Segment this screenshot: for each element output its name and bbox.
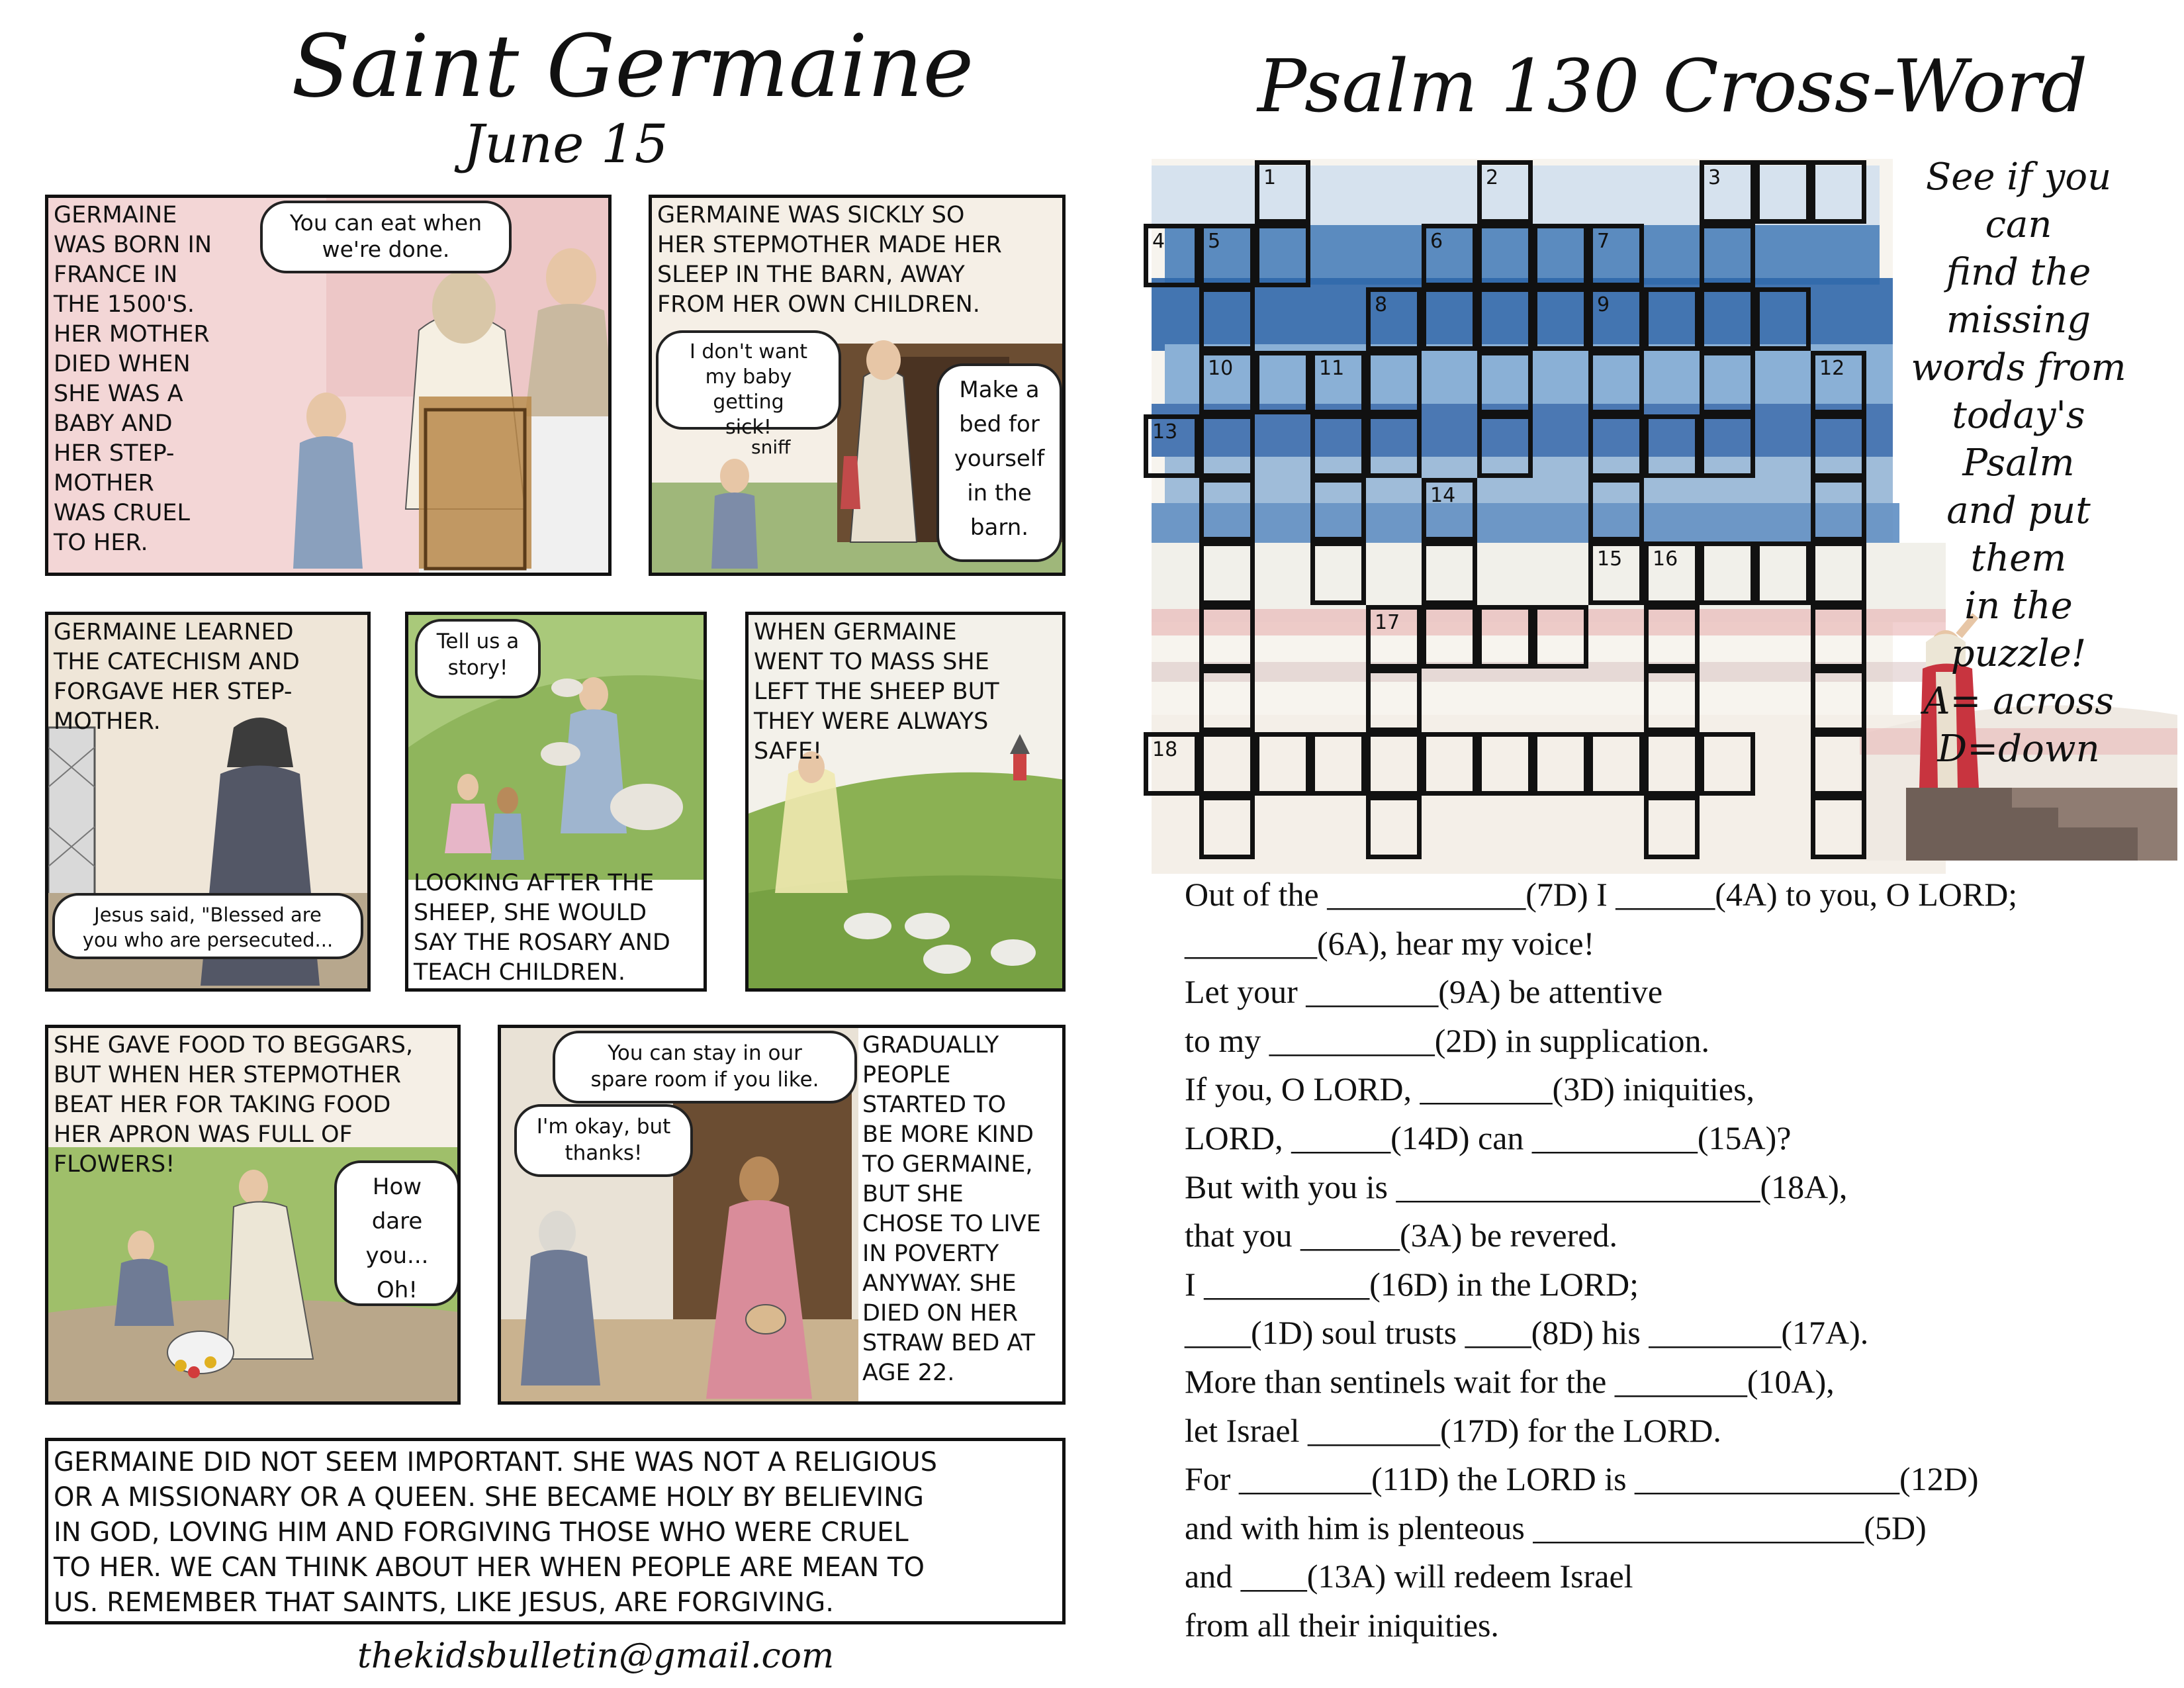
- panel-1-caption: GERMAINE WAS BORN IN FRANCE IN THE 1500'S. HER MOTHER DIED WHEN SHE WAS A BABY AND HER STEP- MOTHER WAS CRUEL TO HER.: [54, 202, 212, 556]
- crossword-title: Psalm 130 Cross-Word: [1257, 44, 2088, 128]
- clue-line: ________(6A), hear my voice!: [1185, 924, 1595, 962]
- panel-2-speech-bubble-stepmother: Make a bed for yourself in the barn.: [936, 363, 1062, 562]
- clue-line: to my __________(2D) in supplication.: [1185, 1021, 1709, 1059]
- crossword-cell[interactable]: [1199, 414, 1255, 478]
- clue-line: and with him is plenteous ____________________(5D): [1185, 1509, 1927, 1546]
- panel-3-speech-bubble: Jesus said, "Blessed are you who are persecuted...: [52, 893, 363, 959]
- crossword-cell[interactable]: [1588, 414, 1644, 478]
- crossword-cell[interactable]: [1588, 224, 1644, 287]
- crossword-cell[interactable]: [1644, 287, 1700, 351]
- crossword-cell[interactable]: [1199, 669, 1255, 732]
- crossword-cell[interactable]: [1811, 541, 1866, 605]
- crossword-cell[interactable]: [1199, 732, 1255, 796]
- clue-line: Out of the ____________(7D) I ______(4A) to you, O LORD;: [1185, 876, 2018, 913]
- summary-box: [45, 1438, 1066, 1624]
- panel-2-speech-bubble-mother: I don't want my baby getting sick!: [656, 330, 841, 430]
- panel-7-speech-bubble-neighbor: You can stay in our spare room if you like.: [553, 1031, 857, 1103]
- crossword-cell[interactable]: [1199, 287, 1255, 351]
- clue-line: Let your ________(9A) be attentive: [1185, 973, 1663, 1011]
- crossword-cell[interactable]: [1755, 541, 1811, 605]
- clue-number: 3: [1708, 166, 1721, 189]
- clue-line: More than sentinels wait for the ________(10A),: [1185, 1363, 1835, 1400]
- crossword-cell[interactable]: [1533, 224, 1588, 287]
- crossword-cell[interactable]: [1199, 605, 1255, 669]
- crossword-cell[interactable]: [1422, 732, 1477, 796]
- crossword-cell[interactable]: [1199, 478, 1255, 541]
- panel-4-caption: LOOKING AFTER THE SHEEP, SHE WOULD SAY THE ROSARY AND TEACH CHILDREN.: [414, 870, 670, 986]
- crossword-cell[interactable]: [1700, 287, 1755, 351]
- crossword-cell[interactable]: [1366, 669, 1422, 732]
- clue-number: 16: [1653, 547, 1678, 571]
- crossword-cell[interactable]: [1755, 287, 1811, 351]
- clue-number: 10: [1208, 357, 1234, 380]
- comic-panel-5: [745, 612, 1066, 992]
- crossword-cell[interactable]: [1199, 796, 1255, 859]
- clue-number: 18: [1152, 738, 1178, 761]
- crossword-cell[interactable]: [1533, 287, 1588, 351]
- crossword-cell[interactable]: [1422, 605, 1477, 669]
- crossword-cell[interactable]: [1811, 478, 1866, 541]
- crossword-cell[interactable]: [1588, 732, 1644, 796]
- crossword-cell[interactable]: [1366, 605, 1422, 669]
- crossword-cell[interactable]: [1477, 605, 1533, 669]
- clue-number: 9: [1597, 293, 1610, 316]
- panel-4-speech-bubble: Tell us a story!: [415, 619, 541, 698]
- comic-panel-4: [405, 612, 707, 992]
- panel-7-caption: GRADUALLY PEOPLE STARTED TO BE MORE KIND TO GERMAINE, BUT SHE CHOSE TO LIVE IN POVERTY ANYWAY. SHE DIED ON HER STRAW BED AT AGE 22.: [862, 1032, 1041, 1386]
- clue-number: 12: [1819, 357, 1845, 380]
- panel-1-speech-bubble: You can eat when we're done.: [260, 201, 512, 273]
- crossword-cell[interactable]: [1811, 605, 1866, 669]
- crossword-cell[interactable]: [1811, 796, 1866, 859]
- crossword-instructions: See if you can find the missing words from today's Psalm and put them in the puzzle! A= across D=down: [1911, 156, 2126, 771]
- panel-6-speech-bubble: How dare you... Oh!: [334, 1160, 460, 1306]
- crossword-cell[interactable]: [1422, 541, 1477, 605]
- clue-line: I __________(16D) in the LORD;: [1185, 1265, 1639, 1303]
- clue-number: 7: [1597, 230, 1610, 253]
- clue-number: 6: [1430, 230, 1443, 253]
- crossword-cell[interactable]: [1755, 160, 1811, 224]
- crossword-cell[interactable]: [1477, 351, 1533, 414]
- comic-panel-7: [498, 1025, 1066, 1405]
- crossword-cell[interactable]: [1700, 541, 1755, 605]
- crossword-cell[interactable]: [1644, 669, 1700, 732]
- crossword-cell[interactable]: [1644, 605, 1700, 669]
- contact-email: thekidsbulletin@gmail.com: [357, 1636, 835, 1676]
- clue-line: For ________(11D) the LORD is ________________(12D): [1185, 1460, 1979, 1498]
- crossword-cell[interactable]: [1310, 732, 1366, 796]
- clue-line: from all their iniquities.: [1185, 1607, 1499, 1644]
- crossword-cell[interactable]: [1644, 414, 1700, 478]
- crossword-cell[interactable]: [1700, 224, 1755, 287]
- comic-panel-3: [45, 612, 371, 992]
- crossword-cell[interactable]: [1255, 351, 1310, 414]
- crossword-cell[interactable]: [1588, 351, 1644, 414]
- crossword-cell[interactable]: [1199, 224, 1255, 287]
- clue-line: ____(1D) soul trusts ____(8D) his ________(17A).: [1185, 1314, 1869, 1352]
- clue-number: 15: [1597, 547, 1623, 571]
- saint-title: Saint Germaine: [291, 16, 974, 117]
- crossword-cell[interactable]: [1477, 414, 1533, 478]
- panel-2-caption: GERMAINE WAS SICKLY SO HER STEPMOTHER MADE HER SLEEP IN THE BARN, AWAY FROM HER OWN CHILDREN.: [657, 202, 1002, 318]
- crossword-cell[interactable]: [1144, 414, 1199, 478]
- clue-number: 1: [1263, 166, 1277, 189]
- crossword-cell[interactable]: [1255, 732, 1310, 796]
- panel-7-speech-bubble-germaine: I'm okay, but thanks!: [514, 1104, 693, 1177]
- comic-panel-6: [45, 1025, 461, 1405]
- crossword-cell[interactable]: [1533, 732, 1588, 796]
- feast-date: June 15: [463, 113, 668, 175]
- crossword-cell[interactable]: [1477, 287, 1533, 351]
- crossword-cell[interactable]: [1255, 160, 1310, 224]
- crossword-cell[interactable]: [1144, 224, 1199, 287]
- crossword-cell[interactable]: [1199, 541, 1255, 605]
- clue-number: 2: [1486, 166, 1499, 189]
- crossword-cell[interactable]: [1310, 414, 1366, 478]
- panel-2-sniff-sound: sniff: [751, 436, 791, 458]
- summary-text: GERMAINE DID NOT SEEM IMPORTANT. SHE WAS NOT A RELIGIOUS OR A MISSIONARY OR A QUEEN. SHE BECAME HOLY BY BELIEVING IN GOD, LOVING HIM AND FORGIVING THOSE WHO WERE CRUEL TO HER. WE CAN THINK ABOUT HER WHEN PEOPLE ARE MEAN TO US. REMEMBER THAT SAINTS, LIKE JESUS, ARE FORGIVING.: [54, 1447, 938, 1618]
- clue-number: 5: [1208, 230, 1221, 253]
- panel-3-caption: GERMAINE LEARNED THE CATECHISM AND FORGAVE HER STEP- MOTHER.: [54, 619, 300, 735]
- crossword-cell[interactable]: [1533, 605, 1588, 669]
- crossword-cell[interactable]: [1422, 224, 1477, 287]
- clue-line: and ____(13A) will redeem Israel: [1185, 1558, 1633, 1595]
- panel-6-caption: SHE GAVE FOOD TO BEGGARS, BUT WHEN HER STEPMOTHER BEAT HER FOR TAKING FOOD HER APRON WAS FULL OF FLOWERS!: [54, 1032, 414, 1178]
- crossword-cell[interactable]: [1700, 732, 1755, 796]
- crossword-cell[interactable]: [1700, 351, 1755, 414]
- crossword-cell[interactable]: [1811, 160, 1866, 224]
- crossword-cell[interactable]: [1310, 351, 1366, 414]
- crossword-cell[interactable]: [1644, 541, 1700, 605]
- crossword-cell[interactable]: [1588, 478, 1644, 541]
- crossword-cell[interactable]: [1366, 414, 1422, 478]
- clue-line: If you, O LORD, ________(3D) iniquities,: [1185, 1070, 1755, 1108]
- clue-line: But with you is ______________________(18A),: [1185, 1168, 1848, 1205]
- crossword-grid: [1144, 160, 1866, 859]
- crossword-cell[interactable]: [1422, 478, 1477, 541]
- crossword-cell[interactable]: [1477, 224, 1533, 287]
- crossword-cell[interactable]: [1644, 732, 1700, 796]
- crossword-cell[interactable]: [1588, 541, 1644, 605]
- clue-number: 13: [1152, 420, 1178, 444]
- crossword-cell[interactable]: [1366, 287, 1422, 351]
- clue-number: 4: [1152, 230, 1165, 253]
- clue-number: 11: [1319, 357, 1345, 380]
- panel-5-caption: WHEN GERMAINE WENT TO MASS SHE LEFT THE SHEEP BUT THEY WERE ALWAYS SAFE!: [754, 619, 999, 765]
- crossword-cell[interactable]: [1255, 224, 1310, 287]
- clue-number: 17: [1375, 611, 1400, 634]
- crossword-cell[interactable]: [1811, 732, 1866, 796]
- crossword-cell[interactable]: [1477, 732, 1533, 796]
- crossword-cell[interactable]: [1700, 414, 1755, 478]
- crossword-cell[interactable]: [1366, 351, 1422, 414]
- crossword-cell[interactable]: [1366, 732, 1422, 796]
- crossword-cell[interactable]: [1310, 478, 1366, 541]
- crossword-cell[interactable]: [1811, 351, 1866, 414]
- crossword-cell[interactable]: [1811, 669, 1866, 732]
- crossword-cell[interactable]: [1199, 351, 1255, 414]
- crossword-cell[interactable]: [1422, 287, 1477, 351]
- crossword-cell[interactable]: [1700, 160, 1755, 224]
- crossword-cell[interactable]: [1366, 796, 1422, 859]
- crossword-cell[interactable]: [1477, 160, 1533, 224]
- clue-number: 14: [1430, 484, 1456, 507]
- comic-panel-1: [45, 195, 612, 576]
- crossword-cell[interactable]: [1144, 732, 1199, 796]
- comic-panel-2: [649, 195, 1066, 576]
- crossword-cell[interactable]: [1310, 541, 1366, 605]
- clue-number: 8: [1375, 293, 1388, 316]
- clue-line: LORD, ______(14D) can __________(15A)?: [1185, 1119, 1792, 1156]
- crossword-cell[interactable]: [1811, 414, 1866, 478]
- clue-line: that you ______(3A) be revered.: [1185, 1217, 1617, 1254]
- clue-line: let Israel ________(17D) for the LORD.: [1185, 1411, 1721, 1449]
- crossword-cell[interactable]: [1588, 287, 1644, 351]
- crossword-cell[interactable]: [1644, 796, 1700, 859]
